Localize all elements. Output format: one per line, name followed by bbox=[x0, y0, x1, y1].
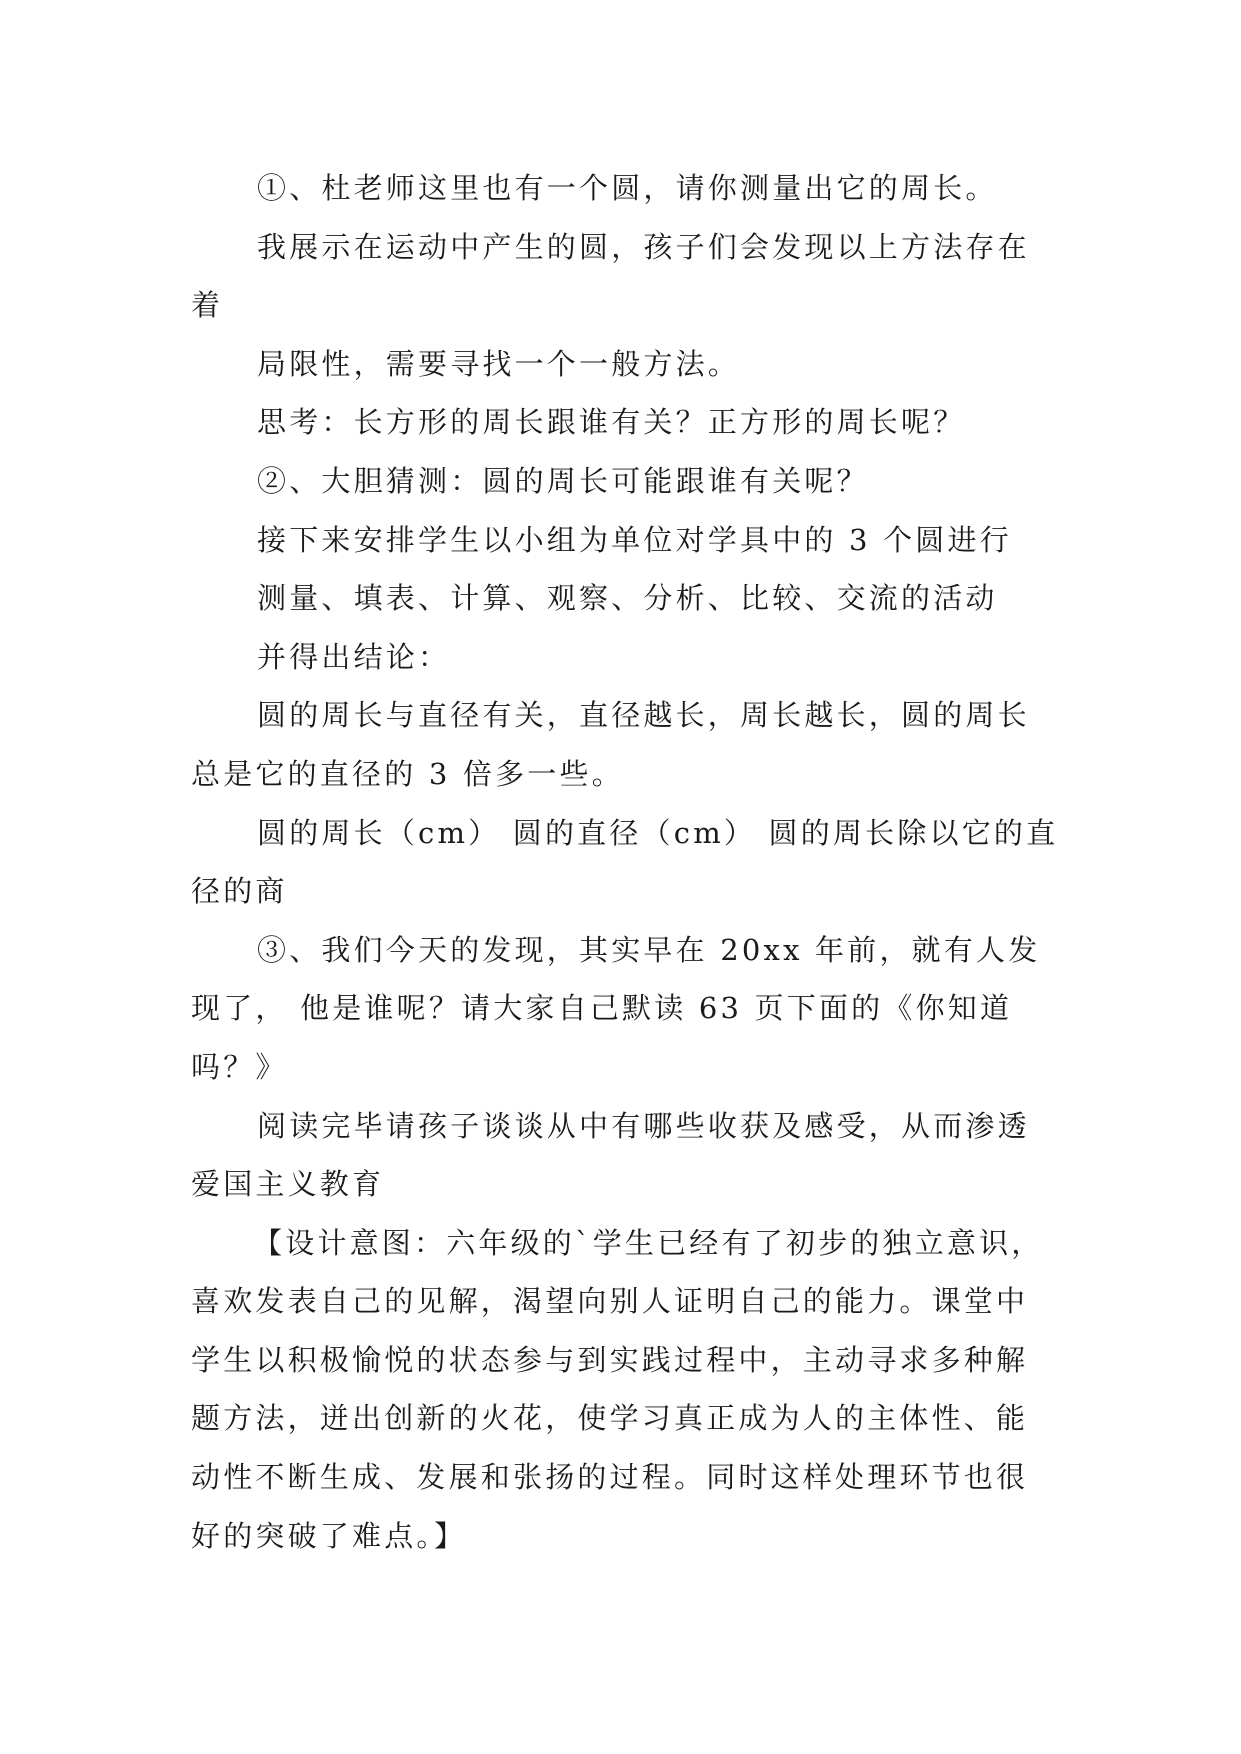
text-line: 我展示在运动中产生的圆，孩子们会发现以上方法存在 bbox=[257, 229, 1030, 264]
text-line: 圆的周长与直径有关，直径越长，周长越长，圆的周长 bbox=[257, 698, 1030, 733]
text-line: 题方法，迸出创新的火花，使学习真正成为人的主体性、能 bbox=[191, 1401, 1029, 1436]
text-line: 并得出结论： bbox=[257, 639, 451, 674]
text-line: 喜欢发表自己的见解，渴望向别人证明自己的能力。课堂中 bbox=[191, 1284, 1029, 1319]
text-line: 径的商 bbox=[191, 874, 288, 909]
text-line: ②、大胆猜测：圆的周长可能跟谁有关呢？ bbox=[257, 463, 869, 498]
text-line: 好的突破了难点。】 bbox=[191, 1518, 467, 1553]
text-line: 现了， 他是谁呢？请大家自己默读 63 页下面的《你知道 bbox=[191, 991, 1013, 1026]
text-line: 接下来安排学生以小组为单位对学具中的 3 个圆进行 bbox=[257, 522, 1012, 557]
text-line: 总是它的直径的 3 倍多一些。 bbox=[191, 756, 624, 791]
text-line: 【设计意图：六年级的`学生已经有了初步的独立意识， bbox=[253, 1225, 1044, 1260]
text-line: 学生以积极愉悦的状态参与到实践过程中，主动寻求多种解 bbox=[191, 1342, 1029, 1377]
text-line: 思考：长方形的周长跟谁有关？正方形的周长呢？ bbox=[257, 405, 966, 440]
text-line: 吗？》 bbox=[191, 1049, 288, 1084]
text-line: 圆的周长（cm） 圆的直径（cm） 圆的周长除以它的直 bbox=[257, 815, 1059, 850]
text-line: ③、我们今天的发现，其实早在 20xx 年前，就有人发 bbox=[257, 932, 1041, 967]
text-line: 爱国主义教育 bbox=[191, 1167, 385, 1202]
text-line: ①、杜老师这里也有一个圆，请你测量出它的周长。 bbox=[257, 171, 998, 205]
text-line: 着 bbox=[191, 288, 224, 323]
text-line: 阅读完毕请孩子谈谈从中有哪些收获及感受，从而渗透 bbox=[257, 1108, 1030, 1143]
text-line: 局限性，需要寻找一个一般方法。 bbox=[257, 346, 741, 381]
text-line: 测量、填表、计算、观察、分析、比较、交流的活动 bbox=[257, 581, 998, 616]
text-line: 动性不断生成、发展和张扬的过程。同时这样处理环节也很 bbox=[191, 1460, 1029, 1495]
document-body bbox=[191, 159, 1059, 1565]
